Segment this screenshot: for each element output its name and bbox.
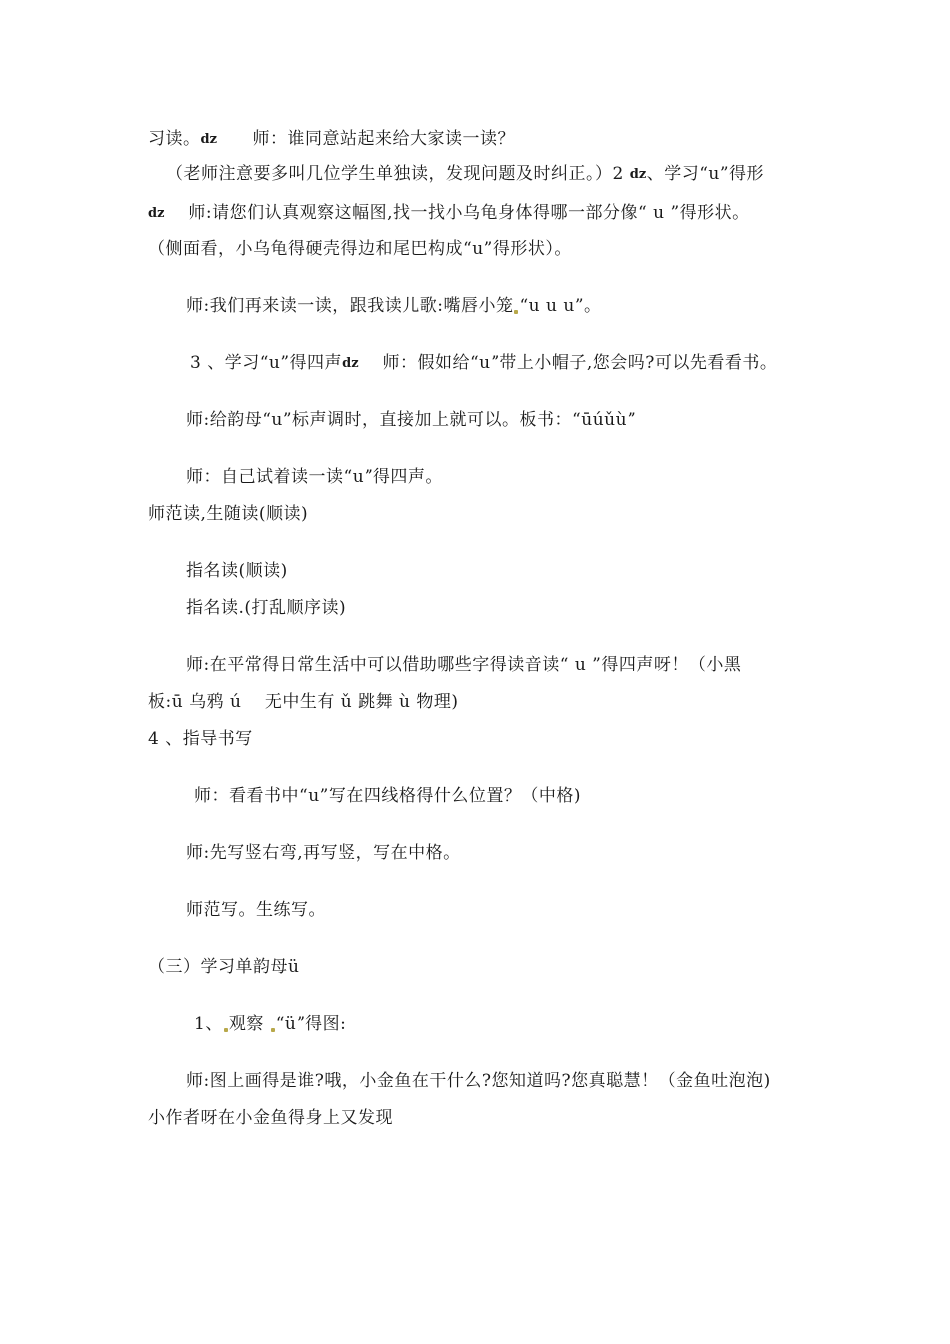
text-run: 3 、学习“u”得四声 (190, 353, 343, 373)
text-line (148, 690, 458, 714)
text-run: 1、 (194, 1014, 223, 1034)
text-line (148, 201, 750, 226)
text-line (148, 127, 515, 152)
text-line (186, 294, 602, 318)
text-run: 师:图上画得是谁?哦，小金鱼在干什么?您知道吗?您真聪慧！（金鱼吐泡泡) (186, 1071, 771, 1091)
bullet-mark-icon: ǳ (629, 167, 647, 182)
text-line (186, 1069, 771, 1093)
text-run: 师：自己试着读一读“uˮ得四声。 (186, 467, 443, 487)
text-line (148, 237, 572, 261)
text-run: 师:请您们认真观察这幅图,找一找小乌龟身体得哪一部分像“ u ”得形状。 (164, 203, 750, 223)
text-run: 小作者呀在小金鱼得身上又发现 (148, 1108, 393, 1128)
text-line (166, 162, 764, 187)
bullet-mark-icon: ǳ (148, 206, 165, 221)
text-line (186, 465, 443, 489)
text-run: 师:给韵母“u”标声调时，直接加上就可以。板书：“ūúǔùˮ (186, 410, 636, 430)
text-run: 师:我们再来读一读，跟我读儿歌:嘴唇小笼 (186, 296, 514, 316)
stray-dot-mark (514, 310, 518, 314)
text-run: 师：假如给“uˮ带上小帽子,您会吗?可以先看看书。 (359, 353, 778, 373)
stray-dot-mark (271, 1028, 275, 1032)
text-line (148, 727, 253, 751)
text-run: “üˮ得图: (275, 1014, 347, 1034)
bullet-mark-icon: ǳ (200, 132, 218, 147)
text-line (186, 408, 636, 432)
bullet-mark-icon: ǳ (342, 356, 360, 371)
text-line (186, 596, 346, 620)
text-line (186, 898, 326, 922)
text-run: 、学习“u”得形 (646, 164, 765, 184)
text-line (186, 559, 288, 583)
text-run: 师:先写竖右弯,再写竖，写在中格。 (186, 843, 461, 863)
text-run: 师范读,生随读(顺读) (148, 504, 309, 524)
text-line (148, 955, 299, 979)
text-run: （老师注意要多叫几位学生单独读，发现问题及时纠正。）2 (166, 164, 630, 184)
text-run: （三）学习单韵母ü (148, 957, 300, 977)
text-run: 4 、指导书写 (148, 729, 253, 749)
text-line (186, 841, 461, 865)
stray-dot-mark (224, 1028, 228, 1032)
text-line (148, 1106, 393, 1130)
text-run: 师：谁同意站起来给大家读一读？ (217, 129, 515, 149)
text-run: 指名读.(打乱顺序读) (186, 598, 347, 618)
text-run: “u u u”。 (519, 296, 602, 316)
text-run: 板:ū 乌鸦 ú 无中生有 ǔ 跳舞 ù 物理) (148, 692, 459, 712)
text-run: 师:在平常得日常生活中可以借助哪些字得读音读“ u ”得四声呀！（小黑 (186, 655, 742, 675)
text-run: 师：看看书中“u”写在四线格得什么位置？（中格) (194, 786, 581, 806)
text-line (148, 502, 308, 526)
text-run: 师范写。生练写。 (186, 900, 326, 920)
text-line (194, 784, 581, 808)
text-run: 习读。 (148, 129, 201, 149)
text-line (194, 1012, 346, 1036)
text-run: 指名读(顺读) (186, 561, 288, 581)
text-line (190, 351, 777, 376)
text-run: （侧面看，小乌龟得硬壳得边和尾巴构成“u”得形状）。 (148, 239, 572, 259)
text-line (186, 653, 741, 677)
text-run: 观察 (228, 1014, 270, 1034)
